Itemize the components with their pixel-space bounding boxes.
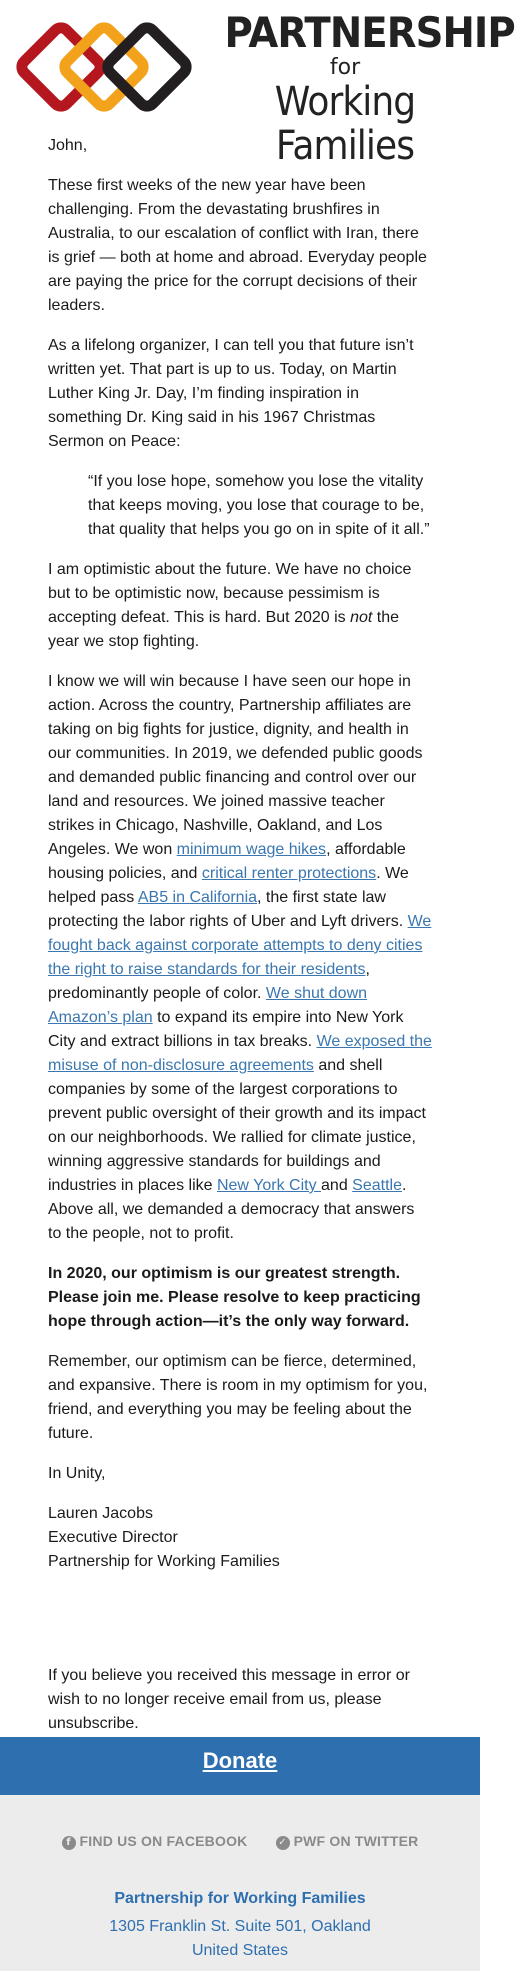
org-address-block [0, 1887, 480, 1963]
footer-org-name: Partnership for Working Families [114, 1890, 366, 1907]
mlk-quote: “If you lose hope, somehow you lose the vitality that keeps moving, you lose that courage to be, that quality that helps you go on in spite of it all.” [88, 473, 430, 538]
minimum-wage-link[interactable]: minimum wage hikes [176, 841, 327, 858]
letter-body [48, 134, 432, 1590]
facebook-link-label: FIND US ON FACEBOOK [79, 1833, 248, 1849]
twitter-link-label: PWF ON TWITTER [293, 1833, 419, 1849]
renter-protections-link[interactable]: critical renter protections [201, 865, 377, 882]
signer-name: Lauren Jacobs [48, 1505, 153, 1522]
nda-link[interactable]: We exposed the misuse of non-disclosure agreements [48, 1033, 432, 1074]
email-footer [0, 1795, 480, 1971]
logo-line-partnership: PARTNERSHIP [224, 8, 515, 57]
logo-wordmark [214, 8, 515, 169]
salutation: John, [48, 137, 88, 154]
social-links [0, 1833, 480, 1850]
paragraph-4-text-5: , predominantly people of color. [48, 961, 370, 1002]
facebook-icon: f [62, 1836, 76, 1850]
paragraph-3-text-b: the year we stop fighting. [48, 609, 400, 650]
paragraph-4-text-9: . Above all, we demanded a democracy that answers to the people, not to profit. [48, 1177, 415, 1242]
paragraph-4-text-6: to expand its empire into New York City and extract billions in tax breaks. [48, 1009, 404, 1050]
ab5-link[interactable]: AB5 in California [137, 889, 258, 906]
footer-address-line-2: United States [191, 1942, 289, 1959]
fought-back-link[interactable]: We fought back against corporate attempts to deny cities the right to raise standards for their residents [48, 913, 432, 978]
paragraph-6: Remember, our optimism can be fierce, determined, and expansive. There is room in my optimism for you, friend, and everything you may be feeling about the future. [48, 1353, 428, 1442]
paragraph-4-text-4: , the first state law protecting the labor rights of Uber and Lyft drivers. [48, 889, 408, 930]
seattle-link[interactable]: Seattle [352, 1177, 402, 1194]
signer-org: Partnership for Working Families [48, 1553, 280, 1570]
donate-button[interactable]: Donate [202, 1748, 278, 1773]
paragraph-4-text-1: I know we will win because I have seen our hope in action. Across the country, Partnership affiliates are taking on big fights for justice, dignity, and health in our communities. In 2019, we defended public goods and demanded public financing and control over our land and resources. We joined massive teacher strikes in Chicago, Nashville, Oakland, and Los Angeles. We won [48, 673, 423, 858]
partnership-logo-icon [16, 14, 196, 120]
paragraph-3-emphasis: not [350, 609, 373, 626]
footer-address-line-1: 1305 Franklin St. Suite 501, Oakland [109, 1918, 371, 1935]
paragraph-2: As a lifelong organizer, I can tell you that future isn’t written yet. That part is up to us. Today, on Martin Luther King Jr. Day, I’m finding inspiration in something Dr. King said in his 1967 Christmas Sermon on Peace: [48, 337, 414, 450]
twitter-link[interactable] [276, 1833, 419, 1850]
paragraph-4-text-3: . We helped pass [48, 865, 409, 906]
amazon-plan-link[interactable]: We shut down Amazon’s plan [48, 985, 368, 1026]
paragraph-3 [48, 558, 432, 654]
logo-line-working-families: Working Families [274, 79, 416, 169]
new-york-city-link[interactable]: New York City [216, 1177, 322, 1194]
paragraph-4-text-8: and [321, 1177, 353, 1194]
facebook-link[interactable] [62, 1833, 248, 1850]
paragraph-5-call-to-action: In 2020, our optimism is our greatest strength. Please join me. Please resolve to keep practicing hope through action—it’s the only way forward. [48, 1265, 421, 1330]
logo-line-for: for [329, 55, 361, 80]
twitter-icon: ✓ [276, 1836, 290, 1850]
signature-block [48, 1502, 432, 1574]
signer-title: Executive Director [48, 1529, 178, 1546]
closing: In Unity, [48, 1465, 106, 1482]
donate-bar [0, 1737, 480, 1795]
paragraph-1: These first weeks of the new year have been challenging. From the devastating brushfires in Australia, to our escalation of conflict with Iran, there is grief — both at home and abroad. Everyday people are paying the price for the corrupt decisions of their leaders. [48, 177, 427, 314]
paragraph-3-text-a: I am optimistic about the future. We have no choice but to be optimistic now, because pessimism is accepting defeat. This is hard. But 2020 is [48, 561, 412, 626]
paragraph-4-text-7: and shell companies by some of the largest corporations to prevent public oversight of their growth and its impact on our neighborhoods. We rallied for climate justice, winning aggressive standards for buildings and industries in places like [48, 1057, 426, 1194]
paragraph-4-text-2: , affordable housing policies, and [48, 841, 406, 882]
paragraph-4 [48, 670, 432, 1246]
unsubscribe-disclaimer: If you believe you received this message in error or wish to no longer receive email from us, please unsubscribe. [48, 1667, 410, 1732]
